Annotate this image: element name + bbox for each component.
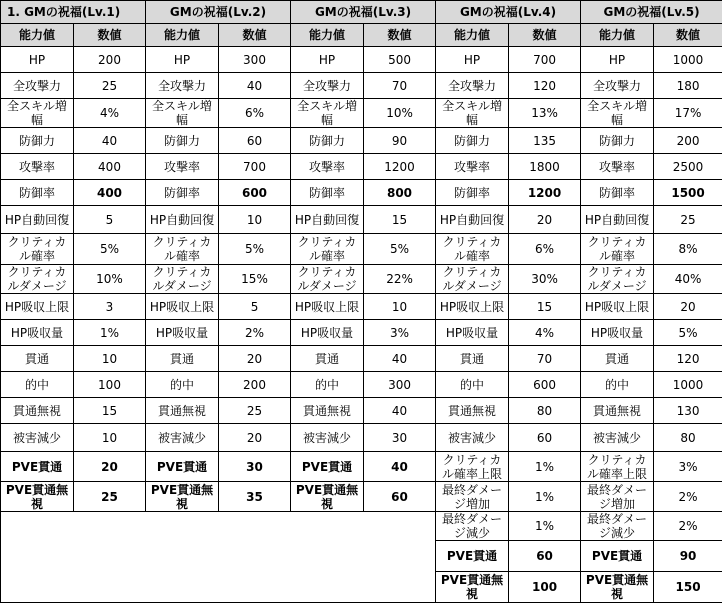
level-title-3: GMの祝福(Lv.3) — [291, 1, 436, 24]
header-value-2: 数値 — [219, 24, 291, 47]
stat-label: 貫通無視 — [581, 398, 654, 424]
table-row — [1, 128, 722, 154]
stat-value: 15 — [364, 206, 436, 234]
stat-label: 防御力 — [436, 128, 509, 154]
stat-value: 1200 — [364, 154, 436, 180]
stat-label: PVE貫通無視 — [291, 482, 364, 512]
stat-value: 40% — [654, 265, 722, 294]
stat-value: 400 — [74, 154, 146, 180]
stat-value: 300 — [219, 47, 291, 73]
stat-value: 60 — [509, 541, 581, 572]
header-label-3: 能力値 — [291, 24, 364, 47]
stat-value: 20 — [219, 346, 291, 372]
table-row — [1, 452, 722, 482]
stat-label: クリティカルダメージ — [581, 265, 654, 294]
stat-label: 全スキル増幅 — [1, 99, 74, 128]
table-row — [1, 47, 722, 73]
stat-label: 最終ダメージ減少 — [436, 512, 509, 541]
stat-label: HP — [436, 47, 509, 73]
stat-label: クリティカル確率上限 — [581, 452, 654, 482]
stat-label: HP — [581, 47, 654, 73]
stat-label: PVE貫通 — [291, 452, 364, 482]
stat-label: 防御率 — [581, 180, 654, 206]
table-row — [1, 73, 722, 99]
stat-value: 5% — [654, 320, 722, 346]
stat-value: 20 — [219, 424, 291, 452]
stat-value: 700 — [509, 47, 581, 73]
stat-label: HP吸収量 — [581, 320, 654, 346]
stat-label: 被害減少 — [1, 424, 74, 452]
stat-label: 的中 — [291, 372, 364, 398]
stat-value: 400 — [74, 180, 146, 206]
stat-label: クリティカル確率 — [1, 234, 74, 265]
stat-value: 10% — [364, 99, 436, 128]
stat-label: 最終ダメージ減少 — [581, 512, 654, 541]
level-title-5: GMの祝福(Lv.5) — [581, 1, 722, 24]
stat-label: クリティカル確率 — [436, 234, 509, 265]
stat-label: 攻撃率 — [146, 154, 219, 180]
stat-label: HP吸収上限 — [581, 294, 654, 320]
stat-label: PVE貫通無視 — [581, 572, 654, 603]
stat-value: 500 — [364, 47, 436, 73]
stat-value: 80 — [654, 424, 722, 452]
stat-value: 70 — [364, 73, 436, 99]
stat-label: PVE貫通 — [146, 452, 219, 482]
stat-value: 100 — [74, 372, 146, 398]
stat-value: 600 — [509, 372, 581, 398]
stat-label: 貫通無視 — [1, 398, 74, 424]
stat-label: PVE貫通無視 — [1, 482, 74, 512]
stat-label: クリティカル確率上限 — [436, 452, 509, 482]
stat-label: HP — [146, 47, 219, 73]
stat-label: 貫通 — [436, 346, 509, 372]
stat-label: HP自動回復 — [436, 206, 509, 234]
stat-value: 3% — [364, 320, 436, 346]
stat-label: HP吸収量 — [291, 320, 364, 346]
stat-label: HP吸収上限 — [436, 294, 509, 320]
stat-value: 2% — [654, 512, 722, 541]
header-label-4: 能力値 — [436, 24, 509, 47]
stat-value: 30 — [364, 424, 436, 452]
stat-label: 的中 — [1, 372, 74, 398]
header-value-1: 数値 — [74, 24, 146, 47]
stat-value: 4% — [509, 320, 581, 346]
stat-value: 25 — [654, 206, 722, 234]
stat-value: 60 — [364, 482, 436, 512]
stat-label: PVE貫通無視 — [436, 572, 509, 603]
stat-value: 2% — [219, 320, 291, 346]
stat-value: 300 — [364, 372, 436, 398]
stat-value: 10 — [219, 206, 291, 234]
stat-value: 70 — [509, 346, 581, 372]
stat-label: HP自動回復 — [291, 206, 364, 234]
stat-value: 20 — [654, 294, 722, 320]
stat-value: 130 — [654, 398, 722, 424]
stat-label: 全攻撃力 — [1, 73, 74, 99]
table-row — [1, 320, 722, 346]
table-row — [1, 346, 722, 372]
stat-label: 最終ダメージ増加 — [436, 482, 509, 512]
stat-label: HP吸収量 — [146, 320, 219, 346]
stat-value: 30% — [509, 265, 581, 294]
stat-label: PVE貫通 — [581, 541, 654, 572]
stat-value: 90 — [654, 541, 722, 572]
stat-label: 貫通 — [146, 346, 219, 372]
stat-value: 3% — [654, 452, 722, 482]
stat-value: 4% — [74, 99, 146, 128]
stat-label: 被害減少 — [436, 424, 509, 452]
stat-value: 25 — [219, 398, 291, 424]
stat-label: HP吸収量 — [1, 320, 74, 346]
header-value-5: 数値 — [654, 24, 722, 47]
stat-value: 1000 — [654, 47, 722, 73]
stat-label: 最終ダメージ増加 — [581, 482, 654, 512]
stat-label: PVE貫通無視 — [146, 482, 219, 512]
stat-value: 800 — [364, 180, 436, 206]
stat-label: HP — [291, 47, 364, 73]
stat-label: HP吸収上限 — [1, 294, 74, 320]
stat-value: 200 — [74, 47, 146, 73]
stat-label: HP自動回復 — [146, 206, 219, 234]
stat-value: 80 — [509, 398, 581, 424]
stat-label: 全スキル増幅 — [146, 99, 219, 128]
table-row — [1, 372, 722, 398]
stat-value: 135 — [509, 128, 581, 154]
stat-value: 20 — [509, 206, 581, 234]
stat-value: 120 — [654, 346, 722, 372]
header-label-5: 能力値 — [581, 24, 654, 47]
stat-value: 5% — [364, 234, 436, 265]
stat-label: PVE貫通 — [436, 541, 509, 572]
stat-value: 2% — [654, 482, 722, 512]
stat-label: HP自動回復 — [1, 206, 74, 234]
stat-value: 5 — [74, 206, 146, 234]
stat-label: クリティカル確率 — [291, 234, 364, 265]
table-row — [1, 206, 722, 234]
empty-block — [1, 512, 436, 603]
stat-label: HP — [1, 47, 74, 73]
stat-value: 1% — [74, 320, 146, 346]
stat-value: 40 — [364, 398, 436, 424]
stat-label: 貫通 — [291, 346, 364, 372]
stat-label: 全スキル増幅 — [436, 99, 509, 128]
stat-value: 600 — [219, 180, 291, 206]
stat-value: 8% — [654, 234, 722, 265]
stat-label: 全攻撃力 — [291, 73, 364, 99]
stat-value: 40 — [219, 73, 291, 99]
stat-label: 貫通 — [1, 346, 74, 372]
table-row — [1, 512, 722, 541]
stat-value: 60 — [509, 424, 581, 452]
stat-value: 17% — [654, 99, 722, 128]
stat-value: 120 — [509, 73, 581, 99]
table-row — [1, 234, 722, 265]
stat-value: 6% — [509, 234, 581, 265]
stat-label: 防御率 — [436, 180, 509, 206]
stat-label: クリティカルダメージ — [1, 265, 74, 294]
stat-value: 1% — [509, 482, 581, 512]
table-row — [1, 294, 722, 320]
stat-label: クリティカル確率 — [581, 234, 654, 265]
stat-label: 的中 — [436, 372, 509, 398]
stat-label: 防御力 — [1, 128, 74, 154]
stat-label: クリティカルダメージ — [291, 265, 364, 294]
stat-value: 25 — [74, 73, 146, 99]
stat-value: 700 — [219, 154, 291, 180]
stat-label: クリティカルダメージ — [146, 265, 219, 294]
stat-label: 的中 — [146, 372, 219, 398]
stat-value: 5% — [74, 234, 146, 265]
stat-label: 全攻撃力 — [436, 73, 509, 99]
stat-label: 防御力 — [291, 128, 364, 154]
stat-label: 貫通 — [581, 346, 654, 372]
stat-label: HP吸収量 — [436, 320, 509, 346]
stat-label: HP吸収上限 — [146, 294, 219, 320]
stat-label: 全スキル増幅 — [291, 99, 364, 128]
stat-label: 全スキル増幅 — [581, 99, 654, 128]
level-title-2: GMの祝福(Lv.2) — [146, 1, 291, 24]
stat-label: クリティカル確率 — [146, 234, 219, 265]
stat-value: 10% — [74, 265, 146, 294]
stat-value: 22% — [364, 265, 436, 294]
stat-value: 1% — [509, 512, 581, 541]
stat-value: 5% — [219, 234, 291, 265]
stat-value: 15 — [509, 294, 581, 320]
stat-label: 被害減少 — [146, 424, 219, 452]
stat-value: 1000 — [654, 372, 722, 398]
stat-label: 防御率 — [146, 180, 219, 206]
stat-label: 攻撃率 — [436, 154, 509, 180]
level-title-1: 1. GMの祝福(Lv.1) — [1, 1, 146, 24]
table-row — [1, 99, 722, 128]
stat-value: 15% — [219, 265, 291, 294]
stat-value: 60 — [219, 128, 291, 154]
stat-value: 13% — [509, 99, 581, 128]
stat-label: 全攻撃力 — [581, 73, 654, 99]
stat-value: 30 — [219, 452, 291, 482]
stat-value: 20 — [74, 452, 146, 482]
stat-label: 全攻撃力 — [146, 73, 219, 99]
stat-value: 200 — [219, 372, 291, 398]
stat-value: 2500 — [654, 154, 722, 180]
stat-label: クリティカルダメージ — [436, 265, 509, 294]
stat-value: 40 — [364, 452, 436, 482]
stat-value: 3 — [74, 294, 146, 320]
stat-value: 35 — [219, 482, 291, 512]
stat-value: 40 — [74, 128, 146, 154]
stat-label: 防御率 — [291, 180, 364, 206]
stat-label: 攻撃率 — [581, 154, 654, 180]
stat-value: 40 — [364, 346, 436, 372]
stat-label: 攻撃率 — [291, 154, 364, 180]
stat-label: 貫通無視 — [291, 398, 364, 424]
stat-value: 25 — [74, 482, 146, 512]
stat-label: 被害減少 — [291, 424, 364, 452]
stat-value: 10 — [74, 346, 146, 372]
header-value-4: 数値 — [509, 24, 581, 47]
stat-value: 180 — [654, 73, 722, 99]
stat-value: 1200 — [509, 180, 581, 206]
stat-value: 10 — [74, 424, 146, 452]
stat-label: 被害減少 — [581, 424, 654, 452]
table-row — [1, 424, 722, 452]
stat-value: 1% — [509, 452, 581, 482]
stat-value: 6% — [219, 99, 291, 128]
header-label-2: 能力値 — [146, 24, 219, 47]
table-row — [1, 482, 722, 512]
stat-label: PVE貫通 — [1, 452, 74, 482]
stat-value: 10 — [364, 294, 436, 320]
stat-label: 的中 — [581, 372, 654, 398]
stat-label: 防御力 — [146, 128, 219, 154]
table-row — [1, 154, 722, 180]
stat-value: 1500 — [654, 180, 722, 206]
stat-label: 防御率 — [1, 180, 74, 206]
stat-label: 防御力 — [581, 128, 654, 154]
stat-label: 攻撃率 — [1, 154, 74, 180]
stat-value: 200 — [654, 128, 722, 154]
table-row — [1, 398, 722, 424]
stat-value: 90 — [364, 128, 436, 154]
stat-value: 5 — [219, 294, 291, 320]
stat-label: 貫通無視 — [146, 398, 219, 424]
stat-value: 100 — [509, 572, 581, 603]
table-row — [1, 180, 722, 206]
stat-value: 1800 — [509, 154, 581, 180]
level-title-4: GMの祝福(Lv.4) — [436, 1, 581, 24]
stat-label: 貫通無視 — [436, 398, 509, 424]
stat-label: HP吸収上限 — [291, 294, 364, 320]
stat-value: 150 — [654, 572, 722, 603]
header-label-1: 能力値 — [1, 24, 74, 47]
stat-value: 15 — [74, 398, 146, 424]
stat-label: HP自動回復 — [581, 206, 654, 234]
table-row — [1, 265, 722, 294]
header-value-3: 数値 — [364, 24, 436, 47]
